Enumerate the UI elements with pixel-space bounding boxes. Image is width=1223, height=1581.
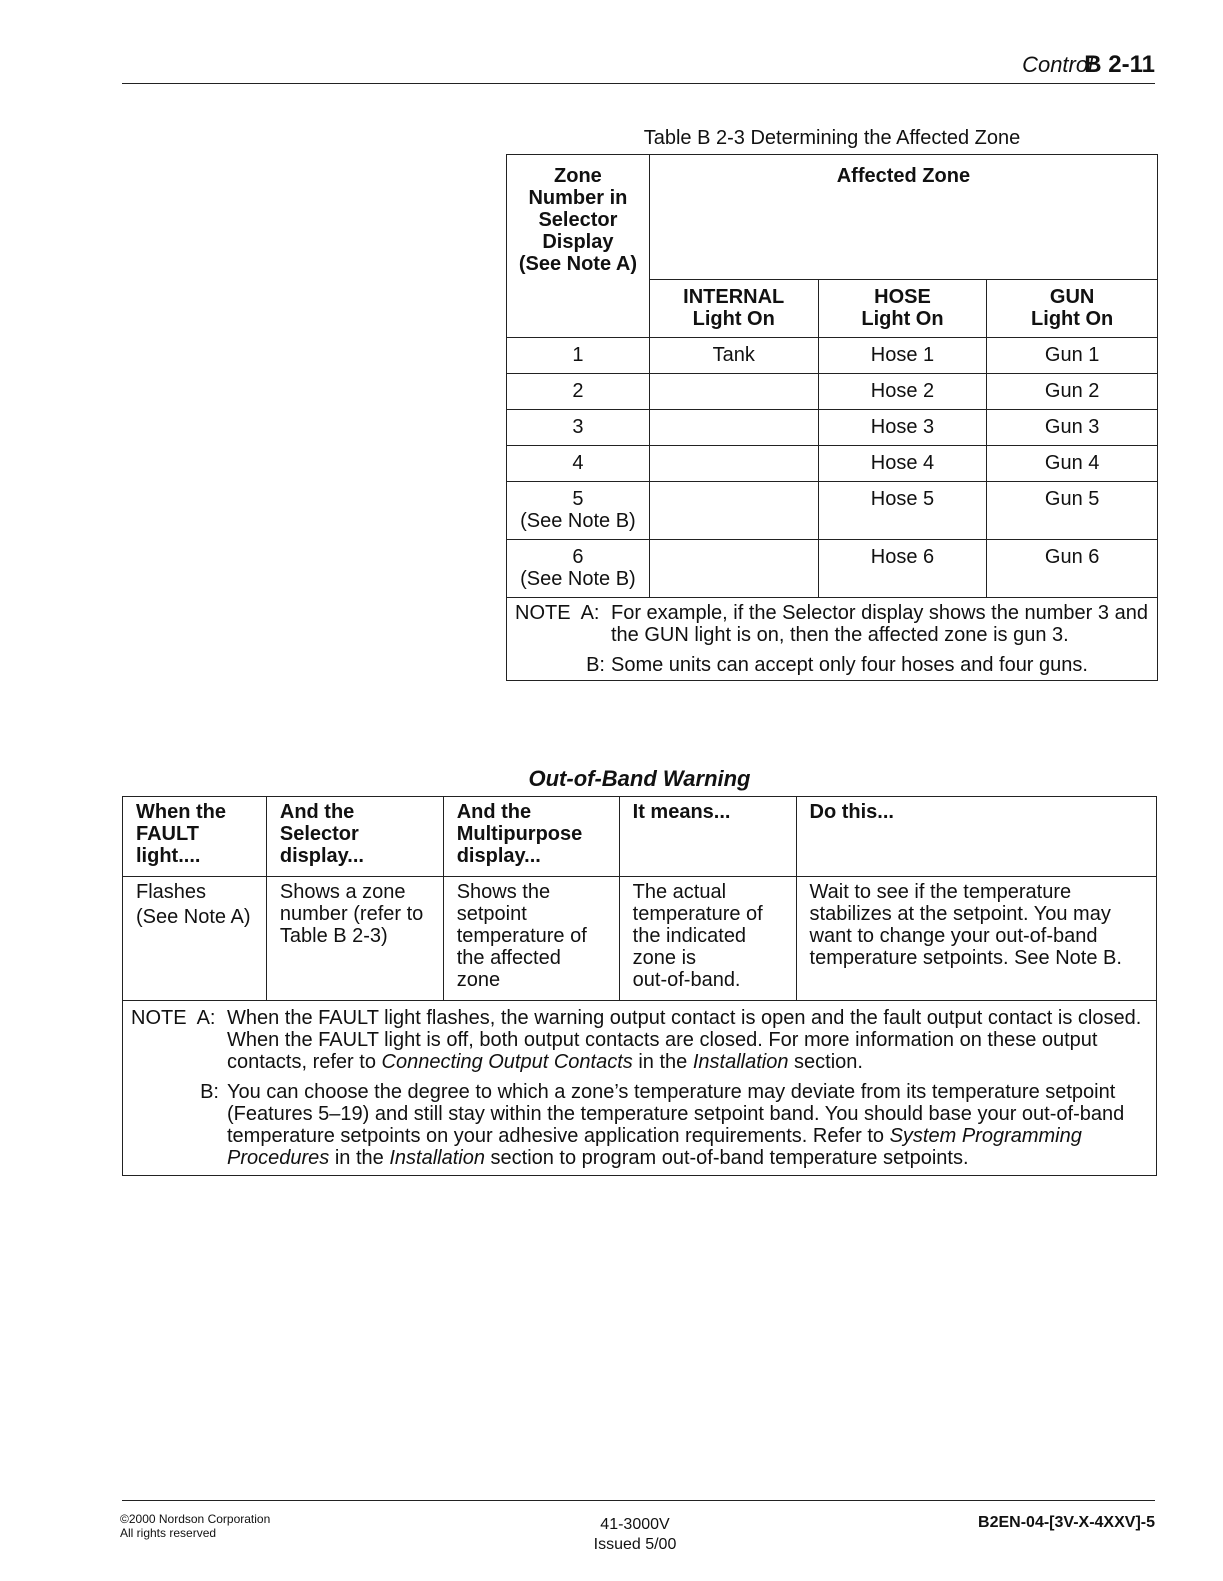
table-row: 5 (See Note B) Hose 5 Gun 5 [507, 482, 1158, 540]
footer-document-number: 41-3000V Issued 5/00 [593, 1516, 677, 1553]
fault-cell: Flashes (See Note A) [123, 877, 267, 1001]
page-number: B 2-11 [1084, 51, 1155, 78]
means-cell: The actual temperature of the indicated zone is out-of-band. [619, 877, 796, 1001]
out-of-band-title: Out-of-Band Warning [528, 766, 751, 791]
table-row [123, 877, 1157, 1001]
gun-light-header: GUN Light On [987, 280, 1158, 338]
note-a: NOTE A: When the FAULT light flashes, the warning output contact is open and the fault output contact is closed. When the FAULT light is off, both output contacts are closed. For more information on these output contacts, refer to Connecting Output Contacts in the Installation section. [131, 1007, 1142, 1073]
footer-rule [122, 1500, 1155, 1501]
out-of-band-table [122, 796, 1157, 1176]
multipurpose-display-header: And the Multipurpose display... [443, 797, 619, 877]
table-row: 1 Tank Hose 1 Gun 1 [507, 338, 1158, 374]
table-row: 2 Hose 2 Gun 2 [507, 374, 1158, 410]
note-b: B: Some units can accept only four hoses and four guns. [586, 654, 1088, 676]
affected-zone-table [506, 154, 1158, 681]
header-rule [122, 83, 1155, 84]
table-notes [507, 598, 1158, 681]
zone-number-header: Zone Number in Selector Display (See Note A) [507, 155, 650, 338]
internal-light-header: INTERNAL Light On [649, 280, 818, 338]
fault-light-header: When the FAULT light.... [123, 797, 267, 877]
action-cell: Wait to see if the temperature stabilizes at the setpoint. You may want to change your out-of-band temperature setpoints. See Note B. [796, 877, 1156, 1001]
selector-display-header: And the Selector display... [266, 797, 443, 877]
note-a: NOTE A: For example, if the Selector display shows the number 3 and the GUN light is on, then the affected zone is gun 3. [515, 602, 1148, 646]
it-means-header: It means... [619, 797, 796, 877]
section-title: Control [1022, 52, 1093, 77]
out-of-band-notes [123, 1001, 1157, 1176]
affected-zone-header: Affected Zone [649, 155, 1157, 280]
hose-light-header: HOSE Light On [818, 280, 987, 338]
table-caption: Table B 2-3 Determining the Affected Zone [643, 127, 1021, 149]
footer-copyright: ©2000 Nordson Corporation All rights reserved [120, 1512, 271, 1540]
selector-cell: Shows a zone number (refer to Table B 2-3) [266, 877, 443, 1001]
table-row: 3 Hose 3 Gun 3 [507, 410, 1158, 446]
note-b: B: You can choose the degree to which a zone’s temperature may deviate from its temperature setpoint (Features 5–19) and still stay within the temperature setpoint band. You should base your out-of-band temperature setpoints on your adhesive application requirements. Refer to System Programming Procedures in the Installation section to program out-of-band temperature setpoints. [200, 1081, 1125, 1169]
table-row: 6 (See Note B) Hose 6 Gun 6 [507, 540, 1158, 598]
footer-code: B2EN-04-[3V-X-4XXV]-5 [978, 1514, 1155, 1531]
table-row: 4 Hose 4 Gun 4 [507, 446, 1158, 482]
multipurpose-cell: Shows the setpoint temperature of the affected zone [443, 877, 619, 1001]
do-this-header: Do this... [796, 797, 1156, 877]
